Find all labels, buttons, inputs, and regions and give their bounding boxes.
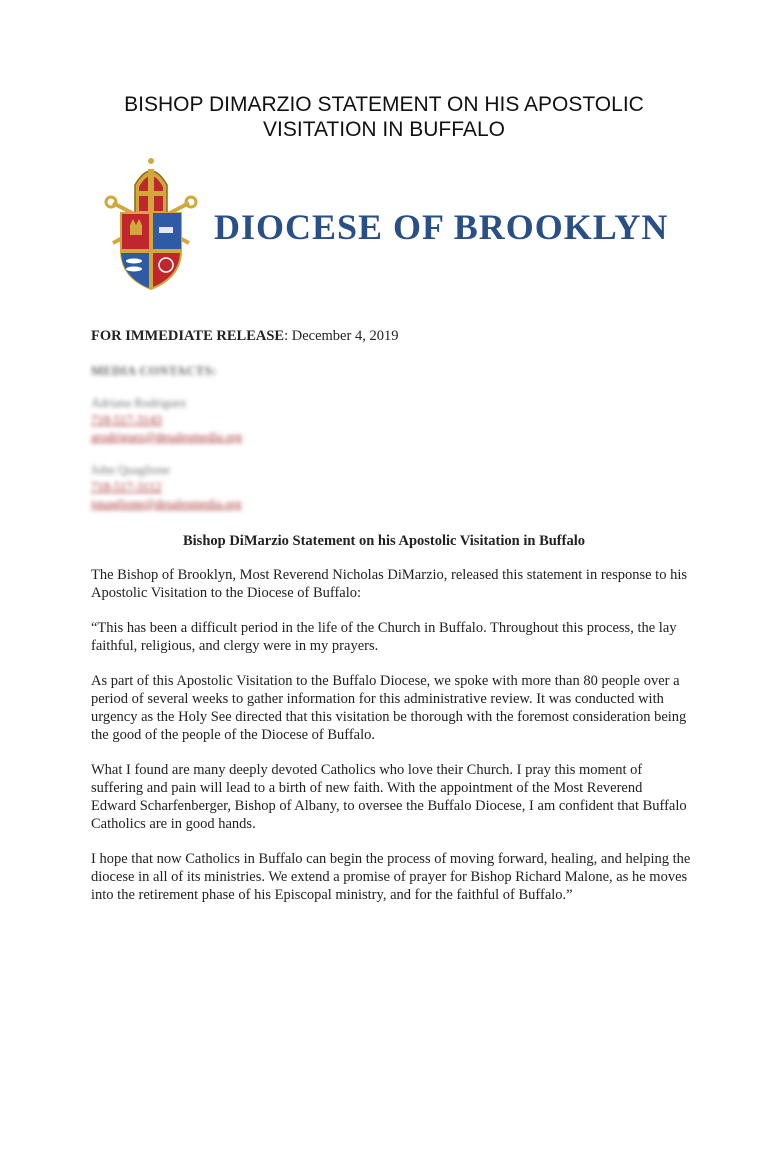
diocese-logo <box>103 155 683 295</box>
statement-body <box>91 566 691 921</box>
media-contacts <box>91 364 242 513</box>
contact-entry <box>91 395 242 446</box>
contact-name: John Quaglione <box>91 463 170 477</box>
statement-paragraph: What I found are many deeply devoted Catholics who love their Church. I pray this moment of suffering and pain will lead to a birth of new faith. With the appointment of the Most Reverend Edward Scharfenberger, Bishop of Albany, to oversee the Buffalo Diocese, I am confident that Buffalo Catholics are in good hands. <box>91 762 687 832</box>
media-contacts-heading: MEDIA CONTACTS: <box>91 364 217 378</box>
statement-paragraph: “This has been a difficult period in the life of the Church in Buffalo. Throughout this process, the lay faithful, religious, and clergy were in my prayers. <box>91 620 677 654</box>
release-date: : December 4, 2019 <box>284 328 399 344</box>
statement-paragraph: I hope that now Catholics in Buffalo can begin the process of moving forward, healing, and helping the diocese in all of its ministries. We extend a promise of prayer for Bishop Richard Malone, as he moves into the retirement phase of his Episcopal ministry, and for the faithful of Buffalo.” <box>91 851 691 903</box>
release-line <box>91 328 398 345</box>
diocese-name: DIOCESE OF BROOKLYN <box>214 207 669 247</box>
headline-line-2: VISITATION IN BUFFALO <box>263 118 505 141</box>
statement-paragraph: The Bishop of Brooklyn, Most Reverend Nicholas DiMarzio, released this statement in response to his Apostolic Visitation to the Diocese of Buffalo: <box>91 567 688 601</box>
contact-email-link[interactable]: arodriguez@desalesmedia.org <box>91 430 243 444</box>
contact-phone-link[interactable]: 718-517-3143 <box>91 413 162 427</box>
contact-entry <box>91 462 242 513</box>
contact-name: Adriana Rodriguez <box>91 396 187 410</box>
headline-line-1: BISHOP DIMARZIO STATEMENT ON HIS APOSTOLIC <box>124 93 644 116</box>
diocese-crest-icon <box>103 155 199 292</box>
release-label: FOR IMMEDIATE RELEASE <box>91 328 285 344</box>
statement-paragraph: As part of this Apostolic Visitation to the Buffalo Diocese, we spoke with more than 80 people over a period of several weeks to gather information for this administrative review. It was conducted with urgency as the Holy See directed that this visitation be thorough with the foremost consideration being the good of the people of the Diocese of Buffalo. <box>91 673 687 743</box>
contact-phone-link[interactable]: 718-517-3112 <box>91 480 162 494</box>
contact-email-link[interactable]: jquaglione@desalesmedia.org <box>91 497 242 511</box>
statement-title: Bishop DiMarzio Statement on his Apostolic Visitation in Buffalo <box>182 533 585 549</box>
document-headline <box>0 92 768 142</box>
